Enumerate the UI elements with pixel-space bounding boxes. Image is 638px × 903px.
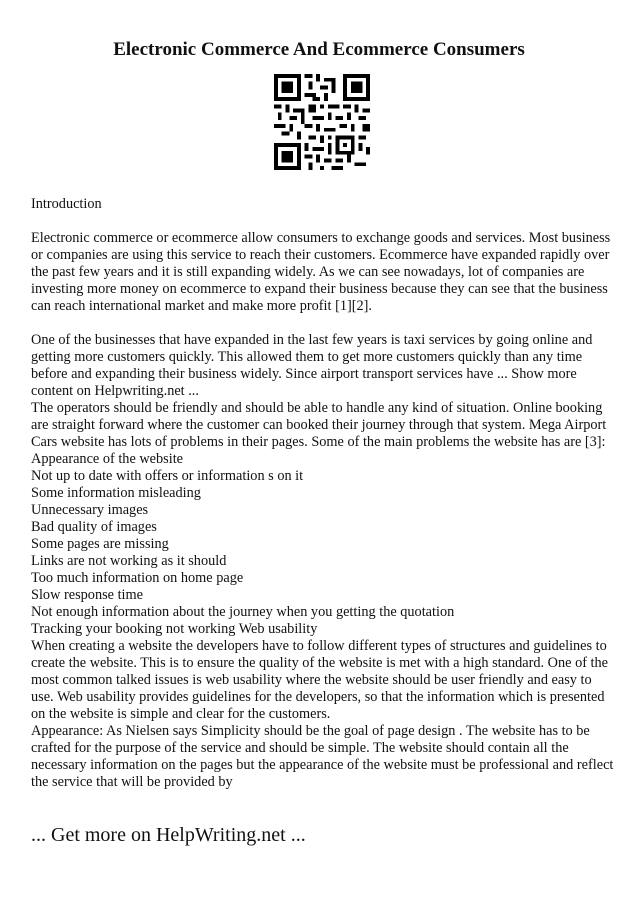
- introduction-heading: Introduction: [31, 196, 102, 212]
- paragraph-spacer: [31, 315, 616, 332]
- paragraph: One of the businesses that have expanded in the last few years is taxi services by going online and getting more customers quickly. This allowed them to get more customers quickly than any time before and expanding their business widely. Since airport transport services have ... Show more content on Helpwriting.net ...: [31, 332, 593, 399]
- document-title: Electronic Commerce And Ecommerce Consumers: [113, 39, 525, 60]
- list-item: Too much information on home page: [31, 570, 244, 586]
- list-item: Bad quality of images: [31, 519, 157, 535]
- paragraph: The operators should be friendly and should be able to handle any kind of situation. Online booking are straight forward where the customer can booked their journey through that system. Mega Airport Cars website has lots of problems in their pages. Some of the main problems the website has are [3]:: [31, 400, 607, 450]
- list-item: Some pages are missing: [31, 536, 169, 552]
- list-item: Slow response time: [31, 587, 143, 603]
- list-item: Appearance of the website: [31, 451, 184, 467]
- list-item: Some information misleading: [31, 485, 201, 501]
- document-body: [31, 196, 616, 791]
- paragraph: Appearance: As Nielsen says Simplicity should be the goal of page design . The website has to be crafted for the purpose of the service and should be simple. The website should contain all the necessary information on the pages but the appearance of the website must be professional and reflect the service that will be provided by: [31, 723, 614, 790]
- get-more-link[interactable]: ... Get more on HelpWriting.net ...: [31, 824, 306, 846]
- list-item: Not enough information about the journey when you getting the quotation: [31, 604, 455, 620]
- list-item: Tracking your booking not working Web usability: [31, 621, 318, 637]
- list-item: Unnecessary images: [31, 502, 149, 518]
- paragraph-spacer: [31, 213, 616, 230]
- qr-code-icon: [274, 74, 370, 170]
- list-item: Not up to date with offers or information s on it: [31, 468, 304, 484]
- list-item: Links are not working as it should: [31, 553, 227, 569]
- paragraph: When creating a website the developers have to follow different types of structures and guidelines to create the website. This is to ensure the quality of the website is met with a high standard. One of the most common talked issues is web usability where the website should be user friendly and easy to use. Web usability provides guidelines for the developers, so that the information which is presented on the website is simple and clear for the customers.: [31, 638, 609, 722]
- paragraph: Electronic commerce or ecommerce allow consumers to exchange goods and services. Most business or companies are using this service to reach their customers. Ecommerce have expanded rapidly over the past few years and it is still expanding widely. As we can see nowadays, lot of companies are investing more money on ecommerce to expand their business because they can see that the business can reach international market and make more profit [1][2].: [31, 230, 611, 314]
